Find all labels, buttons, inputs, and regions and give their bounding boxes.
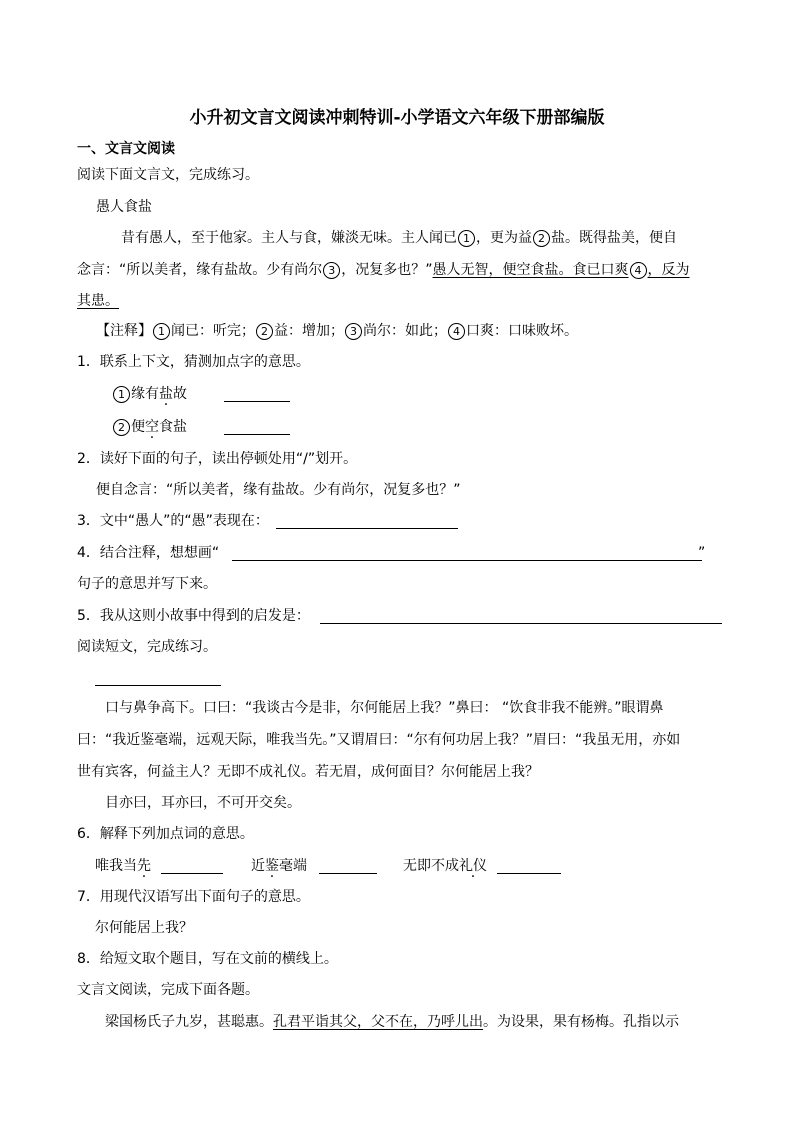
passage-line: 目亦曰，耳亦曰，不可开交矣。 bbox=[105, 795, 301, 811]
question-6-item: 近鉴毫端 bbox=[251, 858, 307, 874]
answer-blank[interactable] bbox=[319, 859, 377, 874]
document-title: 小升初文言文阅读冲刺特训-小学语文六年级下册部编版 bbox=[189, 108, 605, 128]
question-4-quote: ” bbox=[698, 545, 706, 561]
question-2: 2．读好下面的句子，读出停顿处用“/”划开。 bbox=[77, 451, 358, 467]
passage-line: 梁国杨氏子九岁，甚聪惠。孔君平诣其父，父不在，乃呼儿出。为设果，果有杨梅。孔指以示 bbox=[105, 1014, 679, 1030]
question-1: 1．联系上下文，猜测加点字的意思。 bbox=[77, 354, 310, 370]
note-marker: 4 bbox=[630, 262, 647, 279]
question-5: 5．我从这则小故事中得到的启发是： bbox=[77, 608, 310, 624]
annotation: 【注释】 1 闻已：听完； 2 益：增加； 3 尚尔：如此； 4 口爽：口味败坏。 bbox=[96, 323, 578, 339]
question-7-sentence: 尔何能居上我？ bbox=[95, 920, 193, 936]
underlined-sentence: ，反为 bbox=[647, 262, 690, 278]
passage-line: 世有宾客，何益主人？无即不成礼仪。若无眉，成何面目？尔何能居上我？ bbox=[77, 764, 539, 780]
note-marker: 1 bbox=[458, 230, 475, 247]
passage-line: 昔有愚人，至于他家。主人与食，嫌淡无味。主人闻已 1 ，更为益 2 盐。既得盐美，便自 bbox=[121, 230, 677, 246]
question-6-item: 唯我当先 bbox=[95, 858, 151, 874]
answer-blank[interactable] bbox=[232, 546, 702, 561]
instruction: 文言文阅读，完成下面各题。 bbox=[77, 982, 259, 998]
section-heading: 一、文言文阅读 bbox=[77, 141, 175, 157]
answer-blank[interactable] bbox=[320, 609, 722, 624]
answer-blank[interactable] bbox=[276, 514, 458, 529]
answer-blank[interactable] bbox=[161, 859, 223, 874]
answer-blank[interactable] bbox=[224, 387, 290, 402]
instruction: 阅读短文，完成练习。 bbox=[77, 639, 217, 655]
question-3: 3．文中“愚人”的“愚”表现在： bbox=[77, 513, 269, 529]
passage-title: 愚人食盐 bbox=[96, 199, 152, 215]
answer-blank[interactable] bbox=[497, 859, 561, 874]
question-4-cont: 句子的意思并写下来。 bbox=[77, 576, 217, 592]
passage-line: 口与鼻争高下。口曰：“我谈古今是非，尔何能居上我？”鼻曰： “饮食非我不能辨。”眼谓鼻 bbox=[105, 700, 664, 716]
question-4: 4．结合注释，想想画“ bbox=[77, 545, 220, 561]
question-6-item: 无即不成礼仪 bbox=[403, 858, 487, 874]
underlined-sentence: 孔君平诣其父，父不在，乃呼儿出 bbox=[273, 1014, 483, 1030]
question-7: 7．用现代汉语写出下面句子的意思。 bbox=[77, 889, 310, 905]
title-blank[interactable] bbox=[95, 685, 221, 686]
note-marker: 2 bbox=[533, 230, 550, 247]
question-2-sentence: 便自念言：“所以美者，缘有盐故。少有尚尔，况复多也？” bbox=[96, 482, 461, 498]
underlined-sentence: 其患。 bbox=[77, 293, 119, 309]
passage-line bbox=[77, 292, 119, 310]
passage-line: 念言：“所以美者，缘有盐故。少有尚尔 3 ，况复多也？”愚人无智，便空食盐。食已口爽 4 ，反为 bbox=[77, 262, 690, 278]
question-1-item: 1 缘有盐故 bbox=[112, 385, 187, 403]
note-marker: 3 bbox=[323, 262, 340, 279]
underlined-sentence: 愚人无智，便空食盐。食已口爽 bbox=[432, 262, 629, 278]
question-1-item: 2 便空食盐 bbox=[112, 418, 187, 436]
question-8: 8．给短文取个题目，写在文前的横线上。 bbox=[77, 951, 338, 967]
passage-line: 曰：“我近鉴毫端，远观天际，唯我当先。”又谓眉曰：“尔有何功居上我？”眉曰：“我虽无用，亦如 bbox=[77, 732, 681, 748]
instruction: 阅读下面文言文，完成练习。 bbox=[77, 167, 259, 183]
question-6: 6．解释下列加点词的意思。 bbox=[77, 826, 254, 842]
answer-blank[interactable] bbox=[224, 420, 290, 435]
